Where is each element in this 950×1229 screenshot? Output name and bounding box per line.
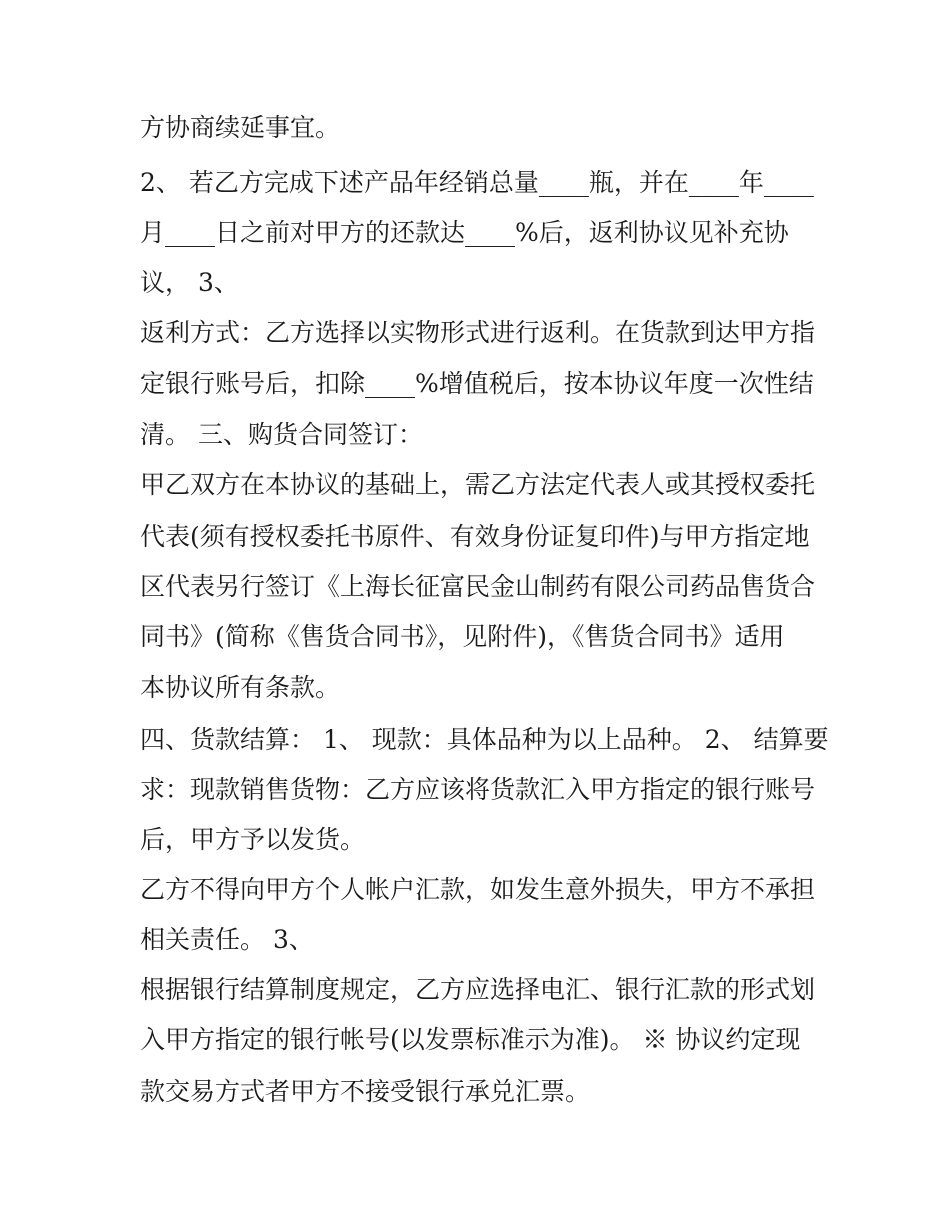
paragraph-line: 月____日之前对甲方的还款达____%后，返利协议见补充协 <box>140 218 789 247</box>
paragraph-line: 入甲方指定的银行帐号(以发票标准示为准)。 ※ 协议约定现 <box>140 1025 801 1054</box>
paragraph-line: 相关责任。 3、 <box>140 925 314 954</box>
paragraph-line: 区代表另行签订《上海长征富民金山制药有限公司药品售货合 <box>140 572 816 601</box>
paragraph-line: 甲乙双方在本协议的基础上，需乙方法定代表人或其授权委托 <box>140 470 816 499</box>
paragraph-line: 定银行账号后，扣除____%增值税后，按本协议年度一次性结 <box>140 369 814 398</box>
paragraph-line: 款交易方式者甲方不接受银行承兑汇票。 <box>140 1077 591 1106</box>
paragraph-line: 四、货款结算： 1、 现款：具体品种为以上品种。 2、 结算要 <box>140 725 829 754</box>
paragraph-line: 求：现款销售货物：乙方应该将货款汇入甲方指定的银行账号 <box>140 775 816 804</box>
paragraph-line: 根据银行结算制度规定，乙方应选择电汇、银行汇款的形式划 <box>140 975 816 1004</box>
paragraph-line: 同书》(简称《售货合同书》，见附件)，《售货合同书》适用 <box>140 622 785 651</box>
paragraph-line: 方协商续延事宜。 <box>140 113 341 142</box>
paragraph-line: 返利方式：乙方选择以实物形式进行返利。在货款到达甲方指 <box>140 318 816 347</box>
paragraph-line: 代表(须有授权委托书原件、有效身份证复印件)与甲方指定地 <box>140 522 810 551</box>
paragraph-line: 乙方不得向甲方个人帐户汇款，如发生意外损失，甲方不承担 <box>140 875 816 904</box>
paragraph-line: 清。 三、购货合同签订： <box>140 420 423 449</box>
paragraph-line: 2、 若乙方完成下述产品年经销总量____瓶，并在____年____ <box>140 168 814 197</box>
paragraph-line: 本协议所有条款。 <box>140 673 341 702</box>
paragraph-line: 后，甲方予以发货。 <box>140 825 366 854</box>
paragraph-line: 议， 3、 <box>140 268 239 297</box>
